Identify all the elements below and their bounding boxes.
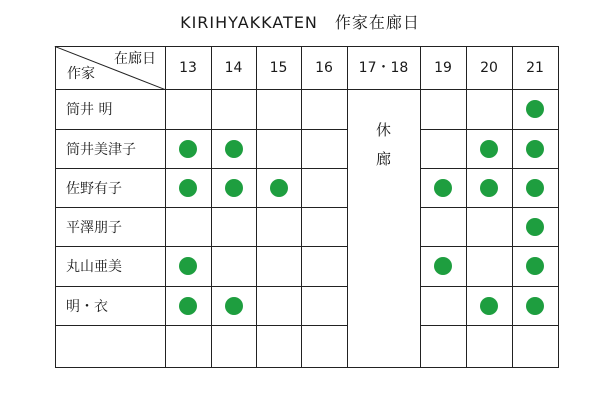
attendance-dot <box>179 297 197 315</box>
grid-line-vertical <box>558 46 559 368</box>
attendance-dot <box>270 179 288 197</box>
closed-notice <box>347 123 420 181</box>
column-header: 16 <box>315 59 333 76</box>
grid-line-vertical <box>466 46 467 368</box>
attendance-dot <box>434 257 452 275</box>
column-header: 13 <box>179 59 197 76</box>
column-header: 17・18 <box>358 59 409 76</box>
artist-name: 佐野有子 <box>66 180 122 197</box>
closed-char: 休 <box>375 121 391 139</box>
grid-line-vertical <box>211 46 212 368</box>
grid-line-horizontal <box>420 168 559 169</box>
grid-line-vertical <box>512 46 513 368</box>
column-header: 14 <box>224 59 243 76</box>
column-header: 15 <box>269 59 288 76</box>
grid-line-vertical <box>347 46 348 368</box>
grid-line-vertical <box>301 46 302 368</box>
attendance-dot <box>526 297 544 315</box>
column-header: 20 <box>480 59 498 76</box>
artist-name: 筒井 明 <box>66 102 113 118</box>
grid-line-vertical <box>165 46 166 368</box>
attendance-dot <box>434 179 452 197</box>
attendance-dot <box>480 140 498 158</box>
attendance-dot <box>225 140 243 158</box>
attendance-dot <box>480 297 498 315</box>
grid-line-horizontal <box>420 207 559 208</box>
artist-name: 平澤朋子 <box>66 219 122 236</box>
grid-line-horizontal <box>420 286 559 287</box>
attendance-dot <box>480 179 498 197</box>
attendance-dot <box>179 179 197 197</box>
grid-line-vertical <box>256 46 257 368</box>
corner-artist-label: 作家 <box>67 66 95 82</box>
grid-line-vertical <box>420 46 421 368</box>
grid-line-horizontal <box>55 325 348 326</box>
closed-char: 廊 <box>375 150 391 168</box>
attendance-dot <box>526 100 544 118</box>
grid-line-horizontal <box>420 129 559 130</box>
corner-date-label: 在廊日 <box>114 51 156 67</box>
attendance-dot <box>179 257 197 275</box>
attendance-dot <box>526 257 544 275</box>
attendance-dot <box>526 140 544 158</box>
attendance-dot <box>526 218 544 236</box>
grid-line-horizontal <box>55 367 559 368</box>
artist-name: 筒井美津子 <box>66 141 136 158</box>
artist-name: 明・衣 <box>66 298 108 315</box>
page-title: KIRIHYAKKATEN 作家在廊日 <box>180 13 420 32</box>
grid-line-horizontal <box>420 246 559 247</box>
attendance-dot <box>526 179 544 197</box>
grid-line-horizontal <box>420 325 559 326</box>
attendance-dot <box>179 140 197 158</box>
attendance-dot <box>225 179 243 197</box>
column-header: 21 <box>526 59 544 76</box>
column-header: 19 <box>434 59 452 76</box>
attendance-dot <box>225 297 243 315</box>
artist-name: 丸山亜美 <box>66 259 122 275</box>
